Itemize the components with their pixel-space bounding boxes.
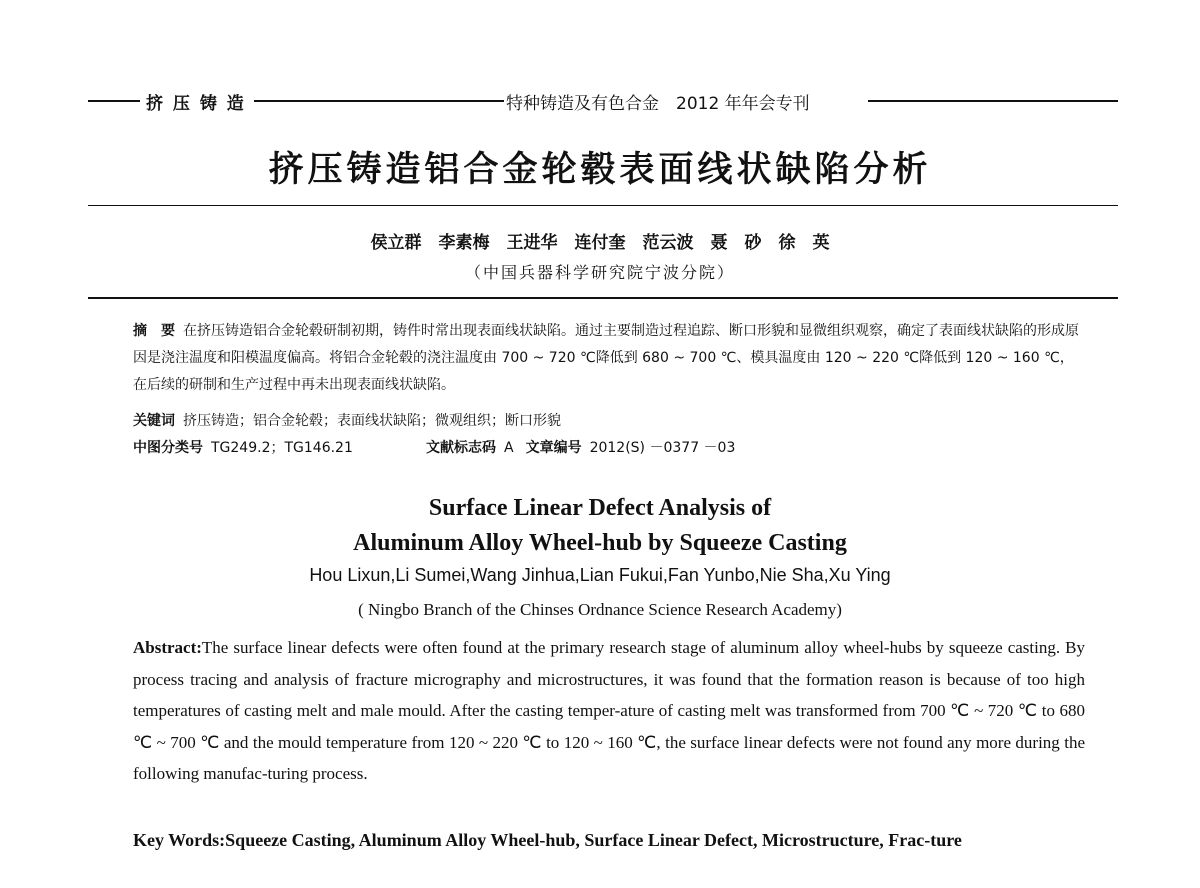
abstract-cn-label: 摘 要 <box>133 323 175 339</box>
abstract-en-label: Abstract: <box>133 638 202 657</box>
title-rule-bottom <box>88 297 1118 299</box>
keywords-en-text: Squeeze Casting, Aluminum Alloy Wheel-hub, Surface Linear Defect, Microstructure, Frac-ture <box>225 830 962 850</box>
clc-value: TG249.2；TG146.21 <box>211 440 353 456</box>
abstract-cn-text: 在挤压铸造铝合金轮毂研制初期，铸件时常出现表面线状缺陷。通过主要制造过程追踪、断口形貌和显微组织观察，确定了表面线状缺陷的形成原因是浇注温度和阳模温度偏高。将铝合金轮毂的浇注温度由 700 ~ 720 ℃降低到 680 ~ 700 ℃、模具温度由 120 ~ 220 ℃降低到 120 ~ 160 ℃，在后续的研制和生产过程中再未出现表面线状缺陷。 <box>133 323 1079 393</box>
article-no-value: 2012(S) －0377 －03 <box>589 440 736 456</box>
keywords-en <box>133 825 1085 856</box>
article-no-label: 文章编号 <box>525 440 582 456</box>
header-rule-left <box>88 100 140 102</box>
header-rule-middle <box>254 100 504 102</box>
abstract-cn <box>133 318 1083 399</box>
header-rule-right <box>868 100 1118 102</box>
english-title-line1: Surface Linear Defect Analysis of <box>428 495 772 521</box>
authors-en: Hou Lixun,Li Sumei,Wang Jinhua,Lian Fukui,Fan Yunbo,Nie Sha,Xu Ying <box>309 565 891 585</box>
abstract-en-text: The surface linear defects were often found at the primary research stage of aluminum alloy wheel-hubs by squeeze casting. By process tracing and analysis of fracture micrography and microstructures, it was found that the formation reason is because of too high temperatures of casting melt and male mould. After the casting temper-ature of casting melt was transformed from 700 ℃ ~ 720 ℃ to 680 ℃ ~ 700 ℃ and the mould temperature from 120 ~ 220 ℃ to 120 ~ 160 ℃, the surface linear defects were not found any more during the following manufac-turing process. <box>133 638 1085 783</box>
page-title-cn: 挤压铸造铝合金轮毂表面线状缺陷分析 <box>268 150 932 190</box>
classification-row <box>133 435 1083 462</box>
title-rule-top <box>88 205 1118 206</box>
keywords-cn-text: 挤压铸造；铝合金轮毂；表面线状缺陷；微观组织；断口形貌 <box>183 413 561 429</box>
clc-label: 中图分类号 <box>133 440 203 456</box>
header-journal: 特种铸造及有色合金 2012 年年会专刊 <box>506 94 810 114</box>
english-title-line2: Aluminum Alloy Wheel-hub by Squeeze Casting <box>353 530 847 556</box>
doc-code-value: A <box>504 440 514 456</box>
authors-cn: 侯立群 李素梅 王进华 连付奎 范云波 聂 砂 徐 英 <box>370 233 830 253</box>
affiliation-cn: （中国兵器科学研究院宁波分院） <box>464 263 735 282</box>
doc-code-label: 文献标志码 <box>426 440 496 456</box>
abstract-en <box>133 632 1085 790</box>
affiliation-en: ( Ningbo Branch of the Chinses Ordnance Science Research Academy) <box>358 600 842 619</box>
keywords-cn <box>133 408 1083 435</box>
keywords-cn-label: 关键词 <box>133 413 175 429</box>
keywords-en-label: Key Words: <box>133 830 226 850</box>
header-section: 挤 压 铸 造 <box>146 94 246 114</box>
